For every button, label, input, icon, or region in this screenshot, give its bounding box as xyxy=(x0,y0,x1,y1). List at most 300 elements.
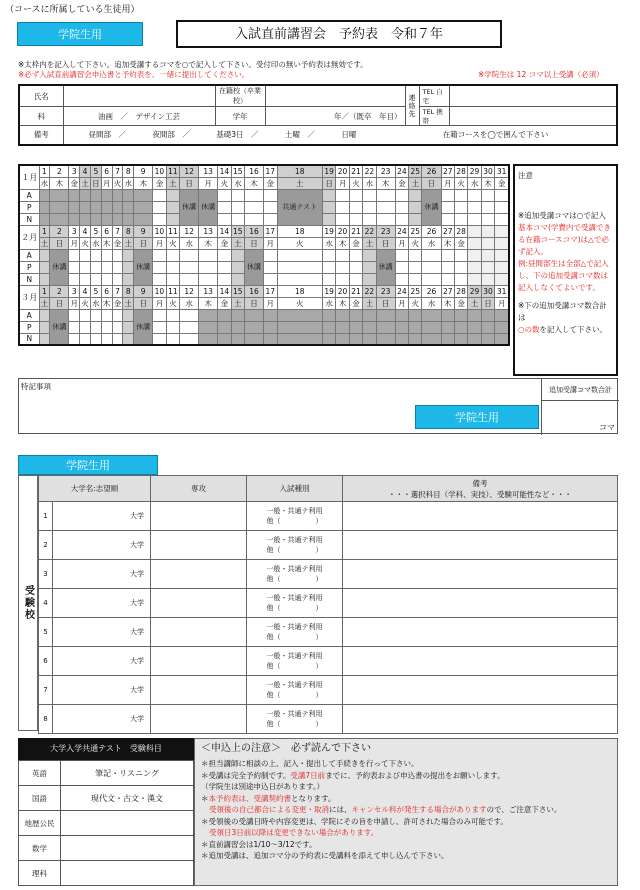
slot-cell[interactable] xyxy=(153,189,166,201)
slot-cell[interactable] xyxy=(153,213,166,225)
slot-cell[interactable] xyxy=(376,213,395,225)
slot-cell[interactable] xyxy=(349,273,362,285)
slot-cell[interactable] xyxy=(422,333,441,345)
slot-cell[interactable] xyxy=(264,261,277,273)
slot-cell[interactable] xyxy=(134,213,153,225)
slot-cell[interactable] xyxy=(69,249,80,261)
slot-cell[interactable] xyxy=(218,189,231,201)
slot-cell[interactable] xyxy=(112,309,123,321)
slot-cell[interactable] xyxy=(277,309,322,321)
slot-cell[interactable] xyxy=(481,309,494,321)
slot-cell[interactable] xyxy=(349,249,362,261)
slot-cell[interactable] xyxy=(153,333,166,345)
school-univ[interactable]: 8 大学 xyxy=(39,705,151,734)
slot-cell[interactable] xyxy=(112,273,123,285)
slot-cell[interactable] xyxy=(80,333,91,345)
slot-cell[interactable] xyxy=(336,321,349,333)
slot-cell[interactable] xyxy=(101,309,112,321)
slot-cell[interactable] xyxy=(199,261,218,273)
slot-cell[interactable] xyxy=(218,213,231,225)
slot-cell[interactable] xyxy=(409,309,422,321)
slot-cell[interactable] xyxy=(180,273,199,285)
school-note[interactable] xyxy=(343,560,618,589)
slot-cell[interactable] xyxy=(336,261,349,273)
slot-cell[interactable] xyxy=(422,273,441,285)
school-major[interactable] xyxy=(151,531,247,560)
school-univ[interactable]: 2 大学 xyxy=(39,531,151,560)
slot-cell[interactable] xyxy=(180,321,199,333)
slot-cell[interactable] xyxy=(322,333,335,345)
slot-cell[interactable] xyxy=(80,189,91,201)
subject-value[interactable] xyxy=(61,811,194,836)
school-note[interactable] xyxy=(343,618,618,647)
slot-cell[interactable] xyxy=(231,261,244,273)
slot-cell[interactable] xyxy=(199,333,218,345)
slot-cell[interactable] xyxy=(112,213,123,225)
slot-cell[interactable] xyxy=(395,309,408,321)
slot-cell[interactable] xyxy=(376,201,395,213)
slot-cell[interactable] xyxy=(322,213,335,225)
slot-cell[interactable] xyxy=(349,309,362,321)
grade-value[interactable]: 年／（既卒 年目） xyxy=(265,107,405,126)
slot-cell[interactable] xyxy=(112,201,123,213)
slot-cell[interactable] xyxy=(363,189,376,201)
slot-cell[interactable] xyxy=(123,273,134,285)
school-univ[interactable]: 7 大学 xyxy=(39,676,151,705)
slot-cell[interactable] xyxy=(468,213,481,225)
slot-cell[interactable] xyxy=(363,309,376,321)
slot-cell[interactable] xyxy=(245,213,264,225)
slot-cell[interactable] xyxy=(231,189,244,201)
slot-cell[interactable] xyxy=(441,321,454,333)
slot-cell[interactable] xyxy=(468,333,481,345)
slot-cell[interactable] xyxy=(495,249,509,261)
slot-cell[interactable] xyxy=(231,273,244,285)
slot-cell[interactable] xyxy=(80,321,91,333)
slot-cell[interactable] xyxy=(454,333,467,345)
slot-cell[interactable] xyxy=(468,321,481,333)
slot-cell[interactable] xyxy=(395,213,408,225)
slot-cell[interactable] xyxy=(441,261,454,273)
slot-cell[interactable] xyxy=(454,321,467,333)
slot-cell[interactable] xyxy=(39,213,50,225)
subject-value[interactable] xyxy=(61,836,194,861)
school-type[interactable]: 一般・共通テ利用 他（ ） xyxy=(247,647,343,676)
slot-cell[interactable] xyxy=(123,261,134,273)
slot-cell[interactable] xyxy=(245,333,264,345)
school-univ[interactable]: 5 大学 xyxy=(39,618,151,647)
slot-cell[interactable] xyxy=(101,189,112,201)
slot-cell[interactable] xyxy=(495,309,509,321)
slot-cell[interactable] xyxy=(101,213,112,225)
slot-cell[interactable] xyxy=(376,321,395,333)
slot-cell[interactable] xyxy=(101,201,112,213)
slot-cell[interactable] xyxy=(395,321,408,333)
slot-cell[interactable] xyxy=(153,249,166,261)
slot-cell[interactable] xyxy=(349,333,362,345)
slot-cell[interactable] xyxy=(481,249,494,261)
slot-cell[interactable] xyxy=(112,189,123,201)
slot-cell[interactable] xyxy=(80,201,91,213)
slot-cell[interactable] xyxy=(69,189,80,201)
slot-cell[interactable] xyxy=(409,333,422,345)
slot-cell[interactable] xyxy=(409,201,422,213)
slot-cell[interactable] xyxy=(264,321,277,333)
slot-cell[interactable] xyxy=(495,333,509,345)
slot-cell[interactable] xyxy=(245,189,264,201)
slot-cell[interactable] xyxy=(180,309,199,321)
slot-cell[interactable] xyxy=(123,189,134,201)
tel-mobile-field[interactable] xyxy=(449,107,617,126)
slot-cell[interactable] xyxy=(39,273,50,285)
slot-cell[interactable] xyxy=(495,213,509,225)
slot-cell[interactable] xyxy=(39,189,50,201)
day-number: 5 xyxy=(90,225,101,237)
slot-cell[interactable] xyxy=(80,309,91,321)
tel-home-field[interactable] xyxy=(449,85,617,107)
school-major[interactable] xyxy=(151,705,247,734)
slot-cell[interactable] xyxy=(495,189,509,201)
slot-cell[interactable] xyxy=(363,333,376,345)
slot-cell[interactable] xyxy=(90,189,101,201)
slot-cell[interactable] xyxy=(277,249,322,261)
school-note[interactable] xyxy=(343,647,618,676)
slot-cell[interactable] xyxy=(322,273,335,285)
slot-cell[interactable] xyxy=(349,201,362,213)
slot-cell[interactable] xyxy=(409,273,422,285)
slot-cell[interactable] xyxy=(422,309,441,321)
slot-cell[interactable] xyxy=(69,201,80,213)
slot-cell[interactable] xyxy=(112,321,123,333)
slot-cell[interactable] xyxy=(495,201,509,213)
slot-cell[interactable] xyxy=(180,249,199,261)
caution-3: （学院生は別途申込日があります。） xyxy=(201,782,325,791)
slot-cell[interactable] xyxy=(90,321,101,333)
slot-cell[interactable] xyxy=(363,213,376,225)
school-univ[interactable]: 1 大学 xyxy=(39,502,151,531)
slot-cell[interactable] xyxy=(112,261,123,273)
school-note[interactable] xyxy=(343,676,618,705)
slot-cell[interactable] xyxy=(468,261,481,273)
subject-value[interactable]: 筆記・リスニング xyxy=(61,761,194,786)
slot-cell[interactable] xyxy=(441,189,454,201)
slot-cell[interactable] xyxy=(349,213,362,225)
total-field[interactable]: コマ xyxy=(541,401,619,435)
slot-cell[interactable] xyxy=(69,261,80,273)
slot-cell[interactable] xyxy=(376,333,395,345)
course-value[interactable]: 油画 ／ デザイン工芸 xyxy=(63,107,215,126)
slot-cell[interactable] xyxy=(441,213,454,225)
slot-cell[interactable] xyxy=(395,273,408,285)
slot-cell[interactable] xyxy=(264,201,277,213)
school-note[interactable] xyxy=(343,531,618,560)
slot-cell[interactable] xyxy=(218,333,231,345)
slot-cell[interactable] xyxy=(153,273,166,285)
school-type[interactable]: 一般・共通テ利用 他（ ） xyxy=(247,502,343,531)
slot-cell[interactable] xyxy=(166,273,179,285)
slot-cell[interactable] xyxy=(80,249,91,261)
slot-cell[interactable] xyxy=(481,261,494,273)
slot-cell[interactable] xyxy=(468,249,481,261)
slot-cell[interactable] xyxy=(90,261,101,273)
school-type[interactable]: 一般・共通テ利用 他（ ） xyxy=(247,560,343,589)
slot-cell[interactable] xyxy=(166,249,179,261)
slot-cell[interactable] xyxy=(468,189,481,201)
school-univ[interactable]: 6 大学 xyxy=(39,647,151,676)
slot-cell[interactable] xyxy=(101,249,112,261)
slot-cell[interactable] xyxy=(441,249,454,261)
slot-cell[interactable] xyxy=(153,261,166,273)
name-field[interactable] xyxy=(63,85,215,107)
slot-cell[interactable] xyxy=(336,189,349,201)
slot-cell[interactable] xyxy=(199,249,218,261)
slot-cell[interactable] xyxy=(123,309,134,321)
slot-cell[interactable] xyxy=(441,333,454,345)
slot-cell[interactable] xyxy=(180,333,199,345)
slot-cell[interactable] xyxy=(245,321,264,333)
remark-options[interactable]: 昼間部 ／ 夜間部 ／ 基礎3日 ／ 土曜 ／ 日曜 在籍コースを◯で囲んで下さい xyxy=(63,126,617,145)
slot-cell[interactable] xyxy=(277,261,322,273)
slot-cell[interactable] xyxy=(218,261,231,273)
slot-cell[interactable] xyxy=(264,249,277,261)
slot-cell[interactable] xyxy=(101,321,112,333)
slot-cell[interactable] xyxy=(264,333,277,345)
slot-cell[interactable] xyxy=(409,189,422,201)
slot-cell[interactable] xyxy=(199,273,218,285)
slot-cell[interactable] xyxy=(123,333,134,345)
slot-cell[interactable] xyxy=(112,249,123,261)
slot-cell[interactable] xyxy=(245,309,264,321)
slot-cell[interactable] xyxy=(39,261,50,273)
slot-cell[interactable] xyxy=(349,321,362,333)
school-major[interactable] xyxy=(151,647,247,676)
slot-cell[interactable] xyxy=(495,261,509,273)
slot-cell[interactable] xyxy=(218,321,231,333)
slot-cell[interactable] xyxy=(441,201,454,213)
slot-cell[interactable] xyxy=(322,321,335,333)
slot-cell[interactable] xyxy=(481,273,494,285)
slot-cell[interactable] xyxy=(166,189,179,201)
name-label: 氏名 xyxy=(19,85,63,107)
slot-cell[interactable] xyxy=(481,333,494,345)
slot-cell[interactable] xyxy=(454,261,467,273)
subject-value[interactable] xyxy=(61,861,194,886)
slot-cell[interactable] xyxy=(395,261,408,273)
slot-cell[interactable] xyxy=(50,189,69,201)
slot-cell[interactable] xyxy=(376,189,395,201)
slot-cell[interactable] xyxy=(322,201,335,213)
slot-cell[interactable] xyxy=(422,261,441,273)
slot-cell[interactable] xyxy=(409,321,422,333)
slot-cell[interactable] xyxy=(322,249,335,261)
weekday: 火 xyxy=(349,177,362,189)
slot-cell[interactable] xyxy=(336,273,349,285)
slot-cell[interactable] xyxy=(322,189,335,201)
slot-cell[interactable] xyxy=(123,249,134,261)
day-number: 7 xyxy=(112,225,123,237)
slot-cell[interactable] xyxy=(441,273,454,285)
slot-cell[interactable] xyxy=(363,321,376,333)
slot-cell[interactable] xyxy=(409,213,422,225)
slot-cell[interactable] xyxy=(395,249,408,261)
subject-value[interactable]: 現代文・古文・漢文 xyxy=(61,786,194,811)
slot-cell[interactable] xyxy=(69,213,80,225)
slot-cell[interactable] xyxy=(231,309,244,321)
slot-cell[interactable] xyxy=(454,273,467,285)
slot-cell[interactable] xyxy=(39,333,50,345)
slot-cell[interactable] xyxy=(123,201,134,213)
slot-cell[interactable] xyxy=(231,321,244,333)
slot-cell[interactable] xyxy=(422,249,441,261)
school-major[interactable] xyxy=(151,560,247,589)
slot-cell[interactable] xyxy=(218,201,231,213)
slot-cell[interactable] xyxy=(153,309,166,321)
slot-cell[interactable] xyxy=(336,249,349,261)
slot-cell[interactable] xyxy=(264,309,277,321)
slot-cell[interactable] xyxy=(101,273,112,285)
slot-cell[interactable] xyxy=(336,309,349,321)
school-type[interactable]: 一般・共通テ利用 他（ ） xyxy=(247,676,343,705)
slot-cell[interactable] xyxy=(166,309,179,321)
slot-cell[interactable] xyxy=(134,201,153,213)
slot-cell[interactable] xyxy=(153,201,166,213)
school-univ[interactable]: 3 大学 xyxy=(39,560,151,589)
slot-cell[interactable] xyxy=(50,201,69,213)
school-note[interactable] xyxy=(343,589,618,618)
slot-cell[interactable] xyxy=(277,321,322,333)
school-note[interactable] xyxy=(343,502,618,531)
slot-cell[interactable] xyxy=(39,249,50,261)
slot-cell[interactable] xyxy=(264,189,277,201)
slot-cell[interactable] xyxy=(166,333,179,345)
slot-cell[interactable] xyxy=(468,273,481,285)
slot-cell[interactable] xyxy=(199,321,218,333)
slot-cell[interactable] xyxy=(376,309,395,321)
slot-cell[interactable] xyxy=(231,213,244,225)
slot-cell[interactable] xyxy=(481,189,494,201)
weekday-empty xyxy=(481,237,494,249)
slot-cell[interactable] xyxy=(363,249,376,261)
slot-cell[interactable] xyxy=(199,309,218,321)
slot-cell[interactable] xyxy=(101,261,112,273)
slot-cell[interactable] xyxy=(322,309,335,321)
slot-cell[interactable] xyxy=(90,249,101,261)
slot-cell[interactable] xyxy=(363,273,376,285)
school-type[interactable]: 一般・共通テ利用 他（ ） xyxy=(247,531,343,560)
school-type[interactable]: 一般・共通テ利用 他（ ） xyxy=(247,589,343,618)
slot-cell[interactable] xyxy=(395,333,408,345)
slot-cell[interactable] xyxy=(363,261,376,273)
slot-cell[interactable] xyxy=(39,309,50,321)
slot-cell[interactable] xyxy=(39,201,50,213)
slot-cell[interactable] xyxy=(69,333,80,345)
slot-cell[interactable] xyxy=(80,273,91,285)
slot-cell[interactable] xyxy=(39,321,50,333)
slot-cell[interactable] xyxy=(231,333,244,345)
school-major[interactable] xyxy=(151,676,247,705)
slot-cell[interactable] xyxy=(134,189,153,201)
slot-cell[interactable] xyxy=(218,273,231,285)
slot-cell[interactable] xyxy=(277,333,322,345)
slot-cell[interactable] xyxy=(468,201,481,213)
slot-cell[interactable] xyxy=(495,273,509,285)
slot-cell[interactable] xyxy=(349,261,362,273)
slot-cell[interactable] xyxy=(349,189,362,201)
slot-cell[interactable] xyxy=(336,201,349,213)
slot-cell[interactable] xyxy=(495,321,509,333)
slot-cell[interactable] xyxy=(50,213,69,225)
slot-cell[interactable] xyxy=(90,201,101,213)
slot-cell[interactable] xyxy=(454,189,467,201)
slot-cell[interactable] xyxy=(101,333,112,345)
slot-cell[interactable] xyxy=(481,201,494,213)
school-univ[interactable]: 4 大学 xyxy=(39,589,151,618)
slot-cell[interactable] xyxy=(322,261,335,273)
slot-cell[interactable] xyxy=(69,273,80,285)
slot-cell[interactable] xyxy=(90,213,101,225)
school-note[interactable] xyxy=(343,705,618,734)
slot-cell[interactable] xyxy=(90,273,101,285)
slot-cell[interactable] xyxy=(166,201,179,213)
slot-cell[interactable] xyxy=(363,201,376,213)
slot-cell[interactable] xyxy=(395,201,408,213)
slot-cell[interactable] xyxy=(166,261,179,273)
slot-cell[interactable] xyxy=(245,201,264,213)
slot-cell[interactable] xyxy=(264,213,277,225)
slot-cell[interactable] xyxy=(441,309,454,321)
slot-cell[interactable] xyxy=(454,309,467,321)
slot-cell[interactable] xyxy=(468,309,481,321)
slot-cell[interactable] xyxy=(123,213,134,225)
slot-cell[interactable] xyxy=(231,249,244,261)
slot-cell[interactable] xyxy=(454,201,467,213)
slot-cell[interactable] xyxy=(69,309,80,321)
slot-cell[interactable] xyxy=(395,189,408,201)
slot-cell[interactable] xyxy=(264,273,277,285)
school-type[interactable]: 一般・共通テ利用 他（ ） xyxy=(247,618,343,647)
school-major[interactable] xyxy=(151,589,247,618)
slot-cell[interactable] xyxy=(481,213,494,225)
slot-cell[interactable] xyxy=(336,213,349,225)
slot-cell[interactable] xyxy=(80,261,91,273)
slot-cell[interactable] xyxy=(180,261,199,273)
slot-cell[interactable] xyxy=(90,309,101,321)
slot-cell[interactable] xyxy=(409,249,422,261)
slot-cell[interactable] xyxy=(422,321,441,333)
slot-cell[interactable] xyxy=(166,321,179,333)
slot-cell[interactable] xyxy=(90,333,101,345)
slot-cell[interactable] xyxy=(454,213,467,225)
slot-cell[interactable] xyxy=(166,213,179,225)
school-type[interactable]: 一般・共通テ利用 他（ ） xyxy=(247,705,343,734)
slot-cell[interactable] xyxy=(218,309,231,321)
school-major[interactable] xyxy=(151,618,247,647)
slot-cell[interactable] xyxy=(409,261,422,273)
slot-cell[interactable] xyxy=(277,273,322,285)
slot-cell[interactable] xyxy=(123,321,134,333)
slot-cell[interactable] xyxy=(69,321,80,333)
slot-cell[interactable] xyxy=(153,321,166,333)
slot-cell[interactable] xyxy=(218,249,231,261)
slot-cell[interactable] xyxy=(481,321,494,333)
slot-cell[interactable] xyxy=(336,333,349,345)
slot-cell[interactable] xyxy=(454,249,467,261)
school-major[interactable] xyxy=(151,502,247,531)
slot-cell[interactable] xyxy=(80,213,91,225)
slot-cell[interactable] xyxy=(112,333,123,345)
slot-cell[interactable] xyxy=(231,201,244,213)
school-field[interactable] xyxy=(265,85,405,107)
